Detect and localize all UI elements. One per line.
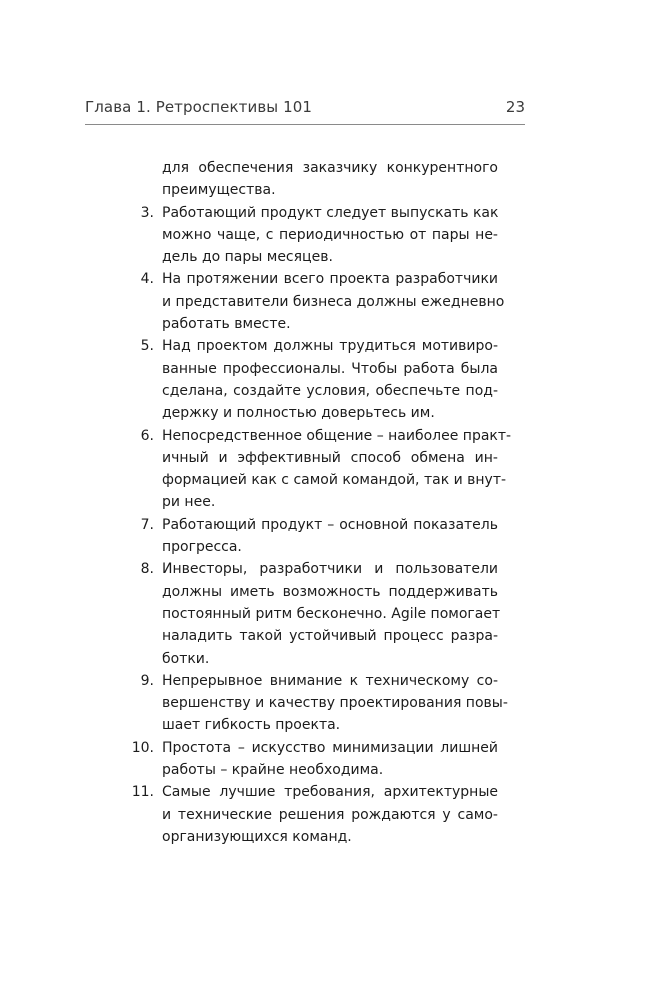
list-item-number: 5. <box>140 338 154 355</box>
list-item-number: 6. <box>140 427 154 444</box>
body-text <box>128 157 512 848</box>
text-line: и технические решения рождаются у само- <box>162 806 498 823</box>
running-header <box>85 98 525 125</box>
text-line: Работающий продукт – основной показатель <box>162 516 498 533</box>
text-line: Работающий продукт следует выпускать как <box>162 204 499 221</box>
text-line: На протяжении всего проекта разработчики <box>162 271 498 288</box>
list-item <box>128 202 498 269</box>
list-item <box>128 514 498 559</box>
text-line: должны иметь возможность поддерживать <box>162 583 498 600</box>
text-line: организующихся команд. <box>162 828 352 845</box>
text-line: наладить такой устойчивый процесс разра- <box>162 628 498 645</box>
list-item-number: 4. <box>140 271 154 288</box>
text-line: держку и полностью доверьтесь им. <box>162 405 435 422</box>
text-line: формацией как с самой командой, так и внут- <box>162 472 507 489</box>
text-line: дель до пары месяцев. <box>162 249 333 266</box>
text-line: и представители бизнеса должны ежедневно <box>162 293 505 310</box>
text-line: постоянный ритм бесконечно. Agile помогает <box>162 605 501 622</box>
list-item <box>128 670 508 737</box>
list-item <box>128 781 498 848</box>
text-line: Непрерывное внимание к техническому со- <box>162 672 498 689</box>
text-line: можно чаще, с периодичностью от пары не- <box>162 226 498 243</box>
numbered-list <box>128 202 512 849</box>
text-line: Над проектом должны трудиться мотивиро- <box>162 338 498 355</box>
text-line: Простота – искусство минимизации лишней <box>162 739 498 756</box>
list-item <box>128 268 505 335</box>
text-line: работать вместе. <box>162 316 291 333</box>
text-line: ичный и эффективный способ обмена ин- <box>162 449 498 466</box>
list-item <box>128 335 498 424</box>
list-item <box>128 425 512 514</box>
text-line: шает гибкость проекта. <box>162 717 341 734</box>
list-item <box>128 737 498 782</box>
text-line: вершенству и качеству проектирования повы- <box>162 695 508 712</box>
text-line: ри нее. <box>162 494 216 511</box>
text-line: для обеспечения заказчику конкурентного <box>162 160 498 176</box>
text-line: преимущества. <box>162 182 276 199</box>
text-line: Самые лучшие требования, архитектурные <box>162 784 498 801</box>
text-line: сделана, создайте условия, обеспечьте под- <box>162 382 498 399</box>
list-item-number: 11. <box>131 784 154 801</box>
list-item-continuation <box>128 157 498 202</box>
list-item <box>128 558 501 669</box>
text-line: работы – крайне необходима. <box>162 762 384 779</box>
text-line: ванные профессионалы. Чтобы работа была <box>162 360 498 377</box>
chapter-title: Глава 1. Ретроспективы 101 <box>85 98 313 116</box>
list-item-number: 3. <box>140 204 154 221</box>
page-number: 23 <box>505 98 525 116</box>
text-line: ботки. <box>162 650 210 667</box>
list-item-number: 10. <box>131 739 154 756</box>
list-item-number: 9. <box>140 672 154 689</box>
list-item-number: 8. <box>140 561 154 578</box>
text-line: Непосредственное общение – наиболее практ- <box>162 427 512 444</box>
list-item-number: 7. <box>140 516 154 533</box>
text-line: прогресса. <box>162 539 242 556</box>
text-line: Инвесторы, разработчики и пользователи <box>162 561 498 578</box>
